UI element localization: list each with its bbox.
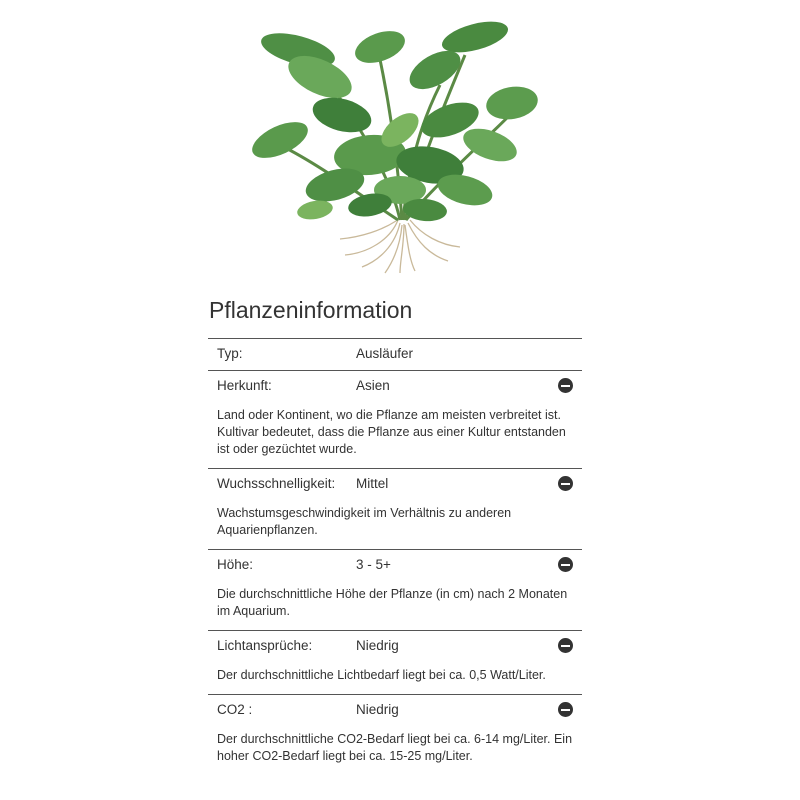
minus-circle-icon[interactable] xyxy=(558,476,573,491)
row-label: Lichtansprüche: xyxy=(217,638,313,653)
row-label: CO2 : xyxy=(217,702,253,717)
row-label: Höhe: xyxy=(217,557,254,572)
row-label: Herkunft: xyxy=(217,378,272,393)
row-head[interactable] xyxy=(208,695,582,726)
row-description: Wachstumsgeschwindigkeit im Verhältnis zu anderen Aquarienpflanzen. xyxy=(217,506,512,537)
row-value: Niedrig xyxy=(356,702,399,717)
row-value: 3 - 5+ xyxy=(356,557,391,572)
info-rows xyxy=(208,338,582,775)
row-growth-speed xyxy=(208,469,582,550)
row-co2 xyxy=(208,695,582,775)
row-value: Asien xyxy=(356,378,390,393)
row-head[interactable] xyxy=(208,631,582,662)
row-label: Wuchsschnelligkeit: xyxy=(217,476,336,491)
plant-illustration xyxy=(250,15,550,275)
row-head[interactable] xyxy=(208,550,582,581)
row-head[interactable] xyxy=(208,469,582,500)
row-head xyxy=(208,339,582,370)
panel-title: Pflanzeninformation xyxy=(209,297,413,323)
row-description: Land oder Kontinent, wo die Pflanze am meisten verbreitet ist. Kultivar bedeutet, dass die Pflanze aus einer Kultur entstanden ist oder gezüchtet wurde. xyxy=(217,408,566,456)
row-value: Niedrig xyxy=(356,638,399,653)
row-type xyxy=(208,339,582,371)
row-label: Typ: xyxy=(217,346,243,361)
row-origin xyxy=(208,371,582,469)
plant-leaves xyxy=(250,16,540,223)
row-value: Ausläufer xyxy=(356,346,414,361)
row-description: Der durchschnittliche Lichtbedarf liegt bei ca. 0,5 Watt/Liter. xyxy=(217,668,546,682)
row-head[interactable] xyxy=(208,371,582,402)
minus-circle-icon[interactable] xyxy=(558,638,573,653)
row-height xyxy=(208,550,582,631)
minus-circle-icon[interactable] xyxy=(558,378,573,393)
row-value: Mittel xyxy=(356,476,389,491)
row-description: Die durchschnittliche Höhe der Pflanze (in cm) nach 2 Monaten im Aquarium. xyxy=(217,587,568,618)
row-description: Der durchschnittliche CO2-Bedarf liegt bei ca. 6-14 mg/Liter. Ein hoher CO2-Bedarf liegt bei ca. 15-25 mg/Liter. xyxy=(217,732,573,763)
row-light-requirements xyxy=(208,631,582,695)
plant-info-panel xyxy=(208,294,582,775)
minus-circle-icon[interactable] xyxy=(558,557,573,572)
minus-circle-icon[interactable] xyxy=(558,702,573,717)
plant-roots xyxy=(340,220,460,273)
